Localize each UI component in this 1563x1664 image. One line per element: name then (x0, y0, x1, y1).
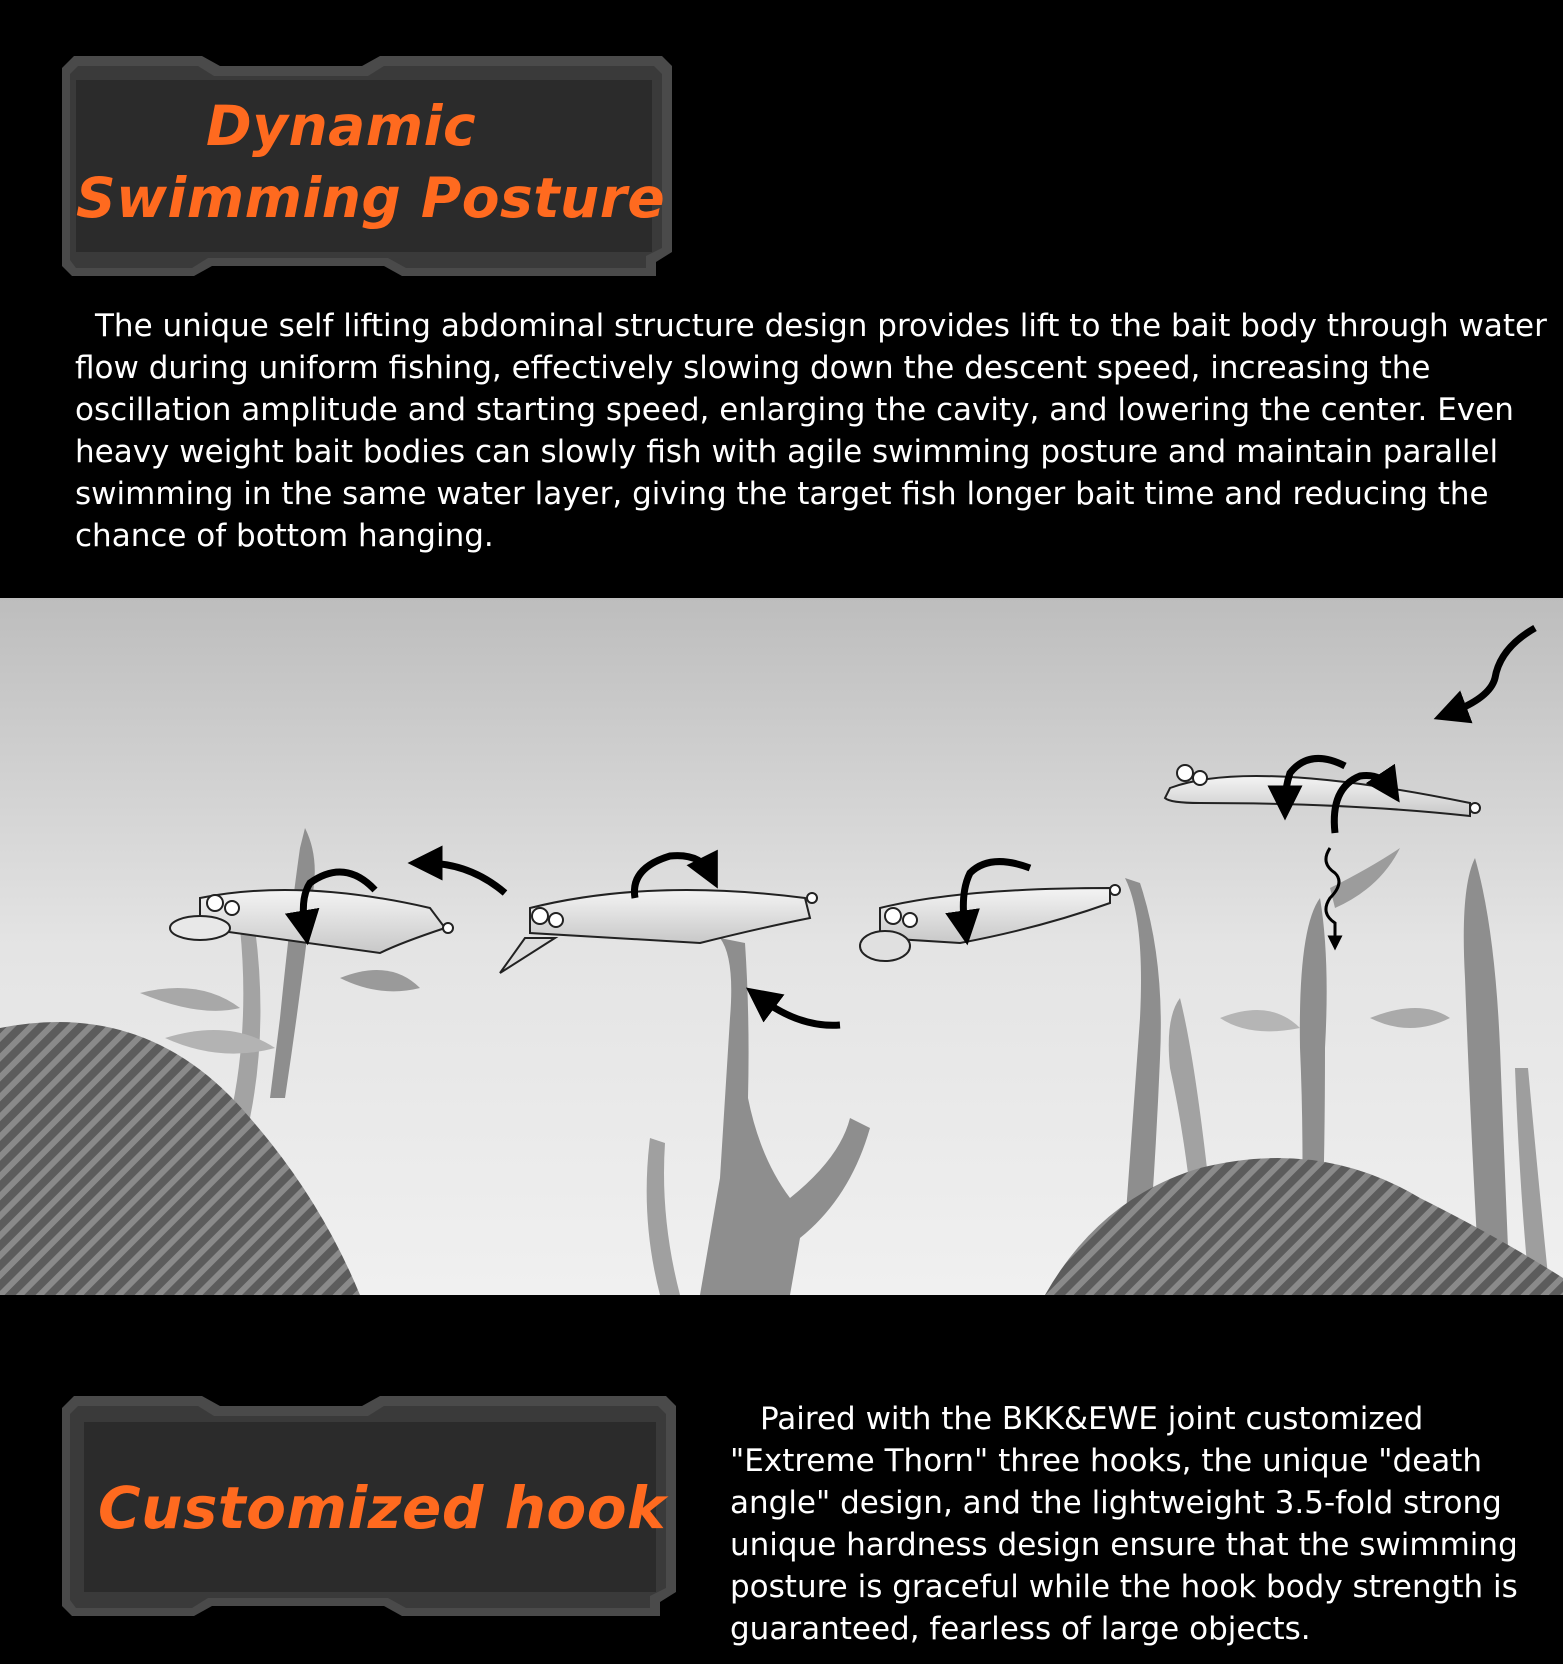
swimming-illustration (0, 598, 1563, 1295)
swimming-description: The unique self lifting abdominal structure design provides lift to the bait body through water flow during uniform fishing, effectively slowing down the descent speed, increasing the oscillation amplitude and starting speed, enlarging the cavity, and lowering the center. Even heavy weight bait bodies can slowly fish with agile swimming posture and maintain parallel swimming in the same water layer, giving the target fish longer bait time and reducing the chance of bottom hanging. (75, 308, 1547, 554)
swimming-title (76, 90, 716, 234)
swimming-title-line1: Dynamic (206, 94, 477, 158)
hook-description: Paired with the BKK&EWE joint customized "Extreme Thorn" three hooks, the unique "death angle" design, and the lightweight 3.5-fold strong unique hardness design ensure that the swimming posture is graceful while the hook body strength is guaranteed, fearless of large objects. (730, 1401, 1518, 1647)
hook-title: Customized hook (98, 1474, 667, 1542)
hook-title-badge (62, 1392, 678, 1624)
swimming-title-line2: Swimming Posture (76, 166, 666, 230)
swimming-title-badge (62, 52, 674, 284)
